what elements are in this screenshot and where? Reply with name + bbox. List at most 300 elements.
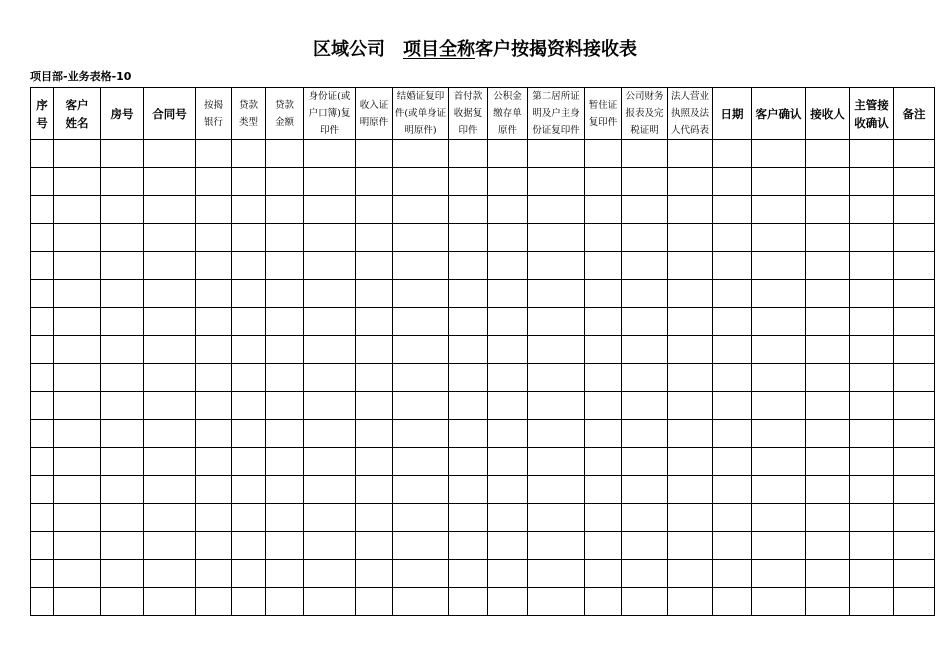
table-cell[interactable] <box>622 140 668 168</box>
table-cell[interactable] <box>806 392 850 420</box>
table-cell[interactable] <box>266 224 304 252</box>
table-cell[interactable] <box>850 140 894 168</box>
table-cell[interactable] <box>31 504 54 532</box>
table-cell[interactable] <box>196 476 232 504</box>
table-cell[interactable] <box>752 336 806 364</box>
table-cell[interactable] <box>713 224 752 252</box>
table-cell[interactable] <box>54 476 101 504</box>
table-cell[interactable] <box>449 140 488 168</box>
table-cell[interactable] <box>488 476 528 504</box>
table-cell[interactable] <box>449 588 488 616</box>
table-cell[interactable] <box>528 252 585 280</box>
table-cell[interactable] <box>101 308 144 336</box>
table-cell[interactable] <box>31 308 54 336</box>
table-cell[interactable] <box>393 140 449 168</box>
table-cell[interactable] <box>54 252 101 280</box>
table-cell[interactable] <box>31 336 54 364</box>
table-cell[interactable] <box>752 224 806 252</box>
table-cell[interactable] <box>393 196 449 224</box>
table-cell[interactable] <box>850 308 894 336</box>
table-cell[interactable] <box>713 280 752 308</box>
table-cell[interactable] <box>850 448 894 476</box>
table-cell[interactable] <box>488 224 528 252</box>
table-cell[interactable] <box>266 560 304 588</box>
table-cell[interactable] <box>713 364 752 392</box>
table-cell[interactable] <box>31 196 54 224</box>
table-cell[interactable] <box>449 364 488 392</box>
table-cell[interactable] <box>449 504 488 532</box>
table-cell[interactable] <box>449 392 488 420</box>
table-cell[interactable] <box>196 252 232 280</box>
table-cell[interactable] <box>31 252 54 280</box>
table-cell[interactable] <box>232 252 266 280</box>
table-cell[interactable] <box>101 504 144 532</box>
table-cell[interactable] <box>713 532 752 560</box>
table-cell[interactable] <box>449 336 488 364</box>
table-cell[interactable] <box>894 448 935 476</box>
table-cell[interactable] <box>232 560 266 588</box>
table-cell[interactable] <box>752 308 806 336</box>
table-cell[interactable] <box>850 196 894 224</box>
table-cell[interactable] <box>752 532 806 560</box>
table-cell[interactable] <box>393 448 449 476</box>
table-cell[interactable] <box>304 224 356 252</box>
table-cell[interactable] <box>488 196 528 224</box>
table-cell[interactable] <box>196 168 232 196</box>
table-cell[interactable] <box>668 168 713 196</box>
table-cell[interactable] <box>196 560 232 588</box>
table-cell[interactable] <box>144 448 196 476</box>
table-cell[interactable] <box>144 364 196 392</box>
table-cell[interactable] <box>232 476 266 504</box>
table-cell[interactable] <box>806 504 850 532</box>
table-cell[interactable] <box>356 168 393 196</box>
table-cell[interactable] <box>585 476 622 504</box>
table-cell[interactable] <box>585 420 622 448</box>
table-cell[interactable] <box>585 280 622 308</box>
table-cell[interactable] <box>668 504 713 532</box>
table-cell[interactable] <box>144 224 196 252</box>
table-cell[interactable] <box>356 476 393 504</box>
table-cell[interactable] <box>585 308 622 336</box>
table-cell[interactable] <box>356 252 393 280</box>
table-cell[interactable] <box>449 560 488 588</box>
table-cell[interactable] <box>528 280 585 308</box>
table-cell[interactable] <box>449 476 488 504</box>
table-cell[interactable] <box>393 560 449 588</box>
table-cell[interactable] <box>449 532 488 560</box>
table-cell[interactable] <box>449 280 488 308</box>
table-cell[interactable] <box>850 476 894 504</box>
table-cell[interactable] <box>144 476 196 504</box>
table-cell[interactable] <box>144 308 196 336</box>
table-cell[interactable] <box>144 168 196 196</box>
table-cell[interactable] <box>585 224 622 252</box>
table-cell[interactable] <box>304 364 356 392</box>
table-cell[interactable] <box>31 364 54 392</box>
table-cell[interactable] <box>894 420 935 448</box>
table-cell[interactable] <box>585 532 622 560</box>
table-cell[interactable] <box>806 168 850 196</box>
table-cell[interactable] <box>668 532 713 560</box>
table-cell[interactable] <box>488 532 528 560</box>
table-cell[interactable] <box>622 392 668 420</box>
table-cell[interactable] <box>622 308 668 336</box>
table-cell[interactable] <box>752 560 806 588</box>
table-cell[interactable] <box>622 336 668 364</box>
table-cell[interactable] <box>356 140 393 168</box>
table-cell[interactable] <box>266 392 304 420</box>
table-cell[interactable] <box>806 532 850 560</box>
table-cell[interactable] <box>622 280 668 308</box>
table-cell[interactable] <box>356 532 393 560</box>
table-cell[interactable] <box>393 252 449 280</box>
table-cell[interactable] <box>528 504 585 532</box>
table-cell[interactable] <box>304 448 356 476</box>
table-cell[interactable] <box>806 252 850 280</box>
table-cell[interactable] <box>449 252 488 280</box>
table-cell[interactable] <box>585 364 622 392</box>
table-cell[interactable] <box>196 140 232 168</box>
table-cell[interactable] <box>449 224 488 252</box>
table-cell[interactable] <box>894 280 935 308</box>
table-cell[interactable] <box>449 308 488 336</box>
table-cell[interactable] <box>356 308 393 336</box>
table-cell[interactable] <box>488 420 528 448</box>
table-cell[interactable] <box>304 168 356 196</box>
table-cell[interactable] <box>31 168 54 196</box>
table-cell[interactable] <box>713 252 752 280</box>
table-cell[interactable] <box>528 168 585 196</box>
table-cell[interactable] <box>304 588 356 616</box>
table-cell[interactable] <box>488 140 528 168</box>
table-cell[interactable] <box>894 252 935 280</box>
table-cell[interactable] <box>488 252 528 280</box>
table-cell[interactable] <box>356 560 393 588</box>
table-cell[interactable] <box>622 588 668 616</box>
table-cell[interactable] <box>232 336 266 364</box>
table-cell[interactable] <box>232 448 266 476</box>
table-cell[interactable] <box>713 420 752 448</box>
table-cell[interactable] <box>668 420 713 448</box>
table-cell[interactable] <box>304 392 356 420</box>
table-cell[interactable] <box>266 448 304 476</box>
table-cell[interactable] <box>266 308 304 336</box>
table-cell[interactable] <box>393 476 449 504</box>
table-cell[interactable] <box>585 168 622 196</box>
table-cell[interactable] <box>54 196 101 224</box>
table-cell[interactable] <box>894 140 935 168</box>
table-cell[interactable] <box>488 364 528 392</box>
table-cell[interactable] <box>31 140 54 168</box>
table-cell[interactable] <box>54 224 101 252</box>
table-cell[interactable] <box>304 308 356 336</box>
table-cell[interactable] <box>668 448 713 476</box>
table-cell[interactable] <box>894 336 935 364</box>
table-cell[interactable] <box>752 504 806 532</box>
table-cell[interactable] <box>850 392 894 420</box>
table-cell[interactable] <box>266 140 304 168</box>
table-cell[interactable] <box>31 588 54 616</box>
table-cell[interactable] <box>713 168 752 196</box>
table-cell[interactable] <box>488 588 528 616</box>
table-cell[interactable] <box>622 252 668 280</box>
table-cell[interactable] <box>585 504 622 532</box>
table-cell[interactable] <box>668 336 713 364</box>
table-cell[interactable] <box>806 140 850 168</box>
table-cell[interactable] <box>31 392 54 420</box>
table-cell[interactable] <box>266 168 304 196</box>
table-cell[interactable] <box>752 168 806 196</box>
table-cell[interactable] <box>713 476 752 504</box>
table-cell[interactable] <box>806 224 850 252</box>
table-cell[interactable] <box>356 504 393 532</box>
table-cell[interactable] <box>356 448 393 476</box>
table-cell[interactable] <box>393 532 449 560</box>
table-cell[interactable] <box>585 196 622 224</box>
table-cell[interactable] <box>196 364 232 392</box>
table-cell[interactable] <box>894 560 935 588</box>
table-cell[interactable] <box>622 476 668 504</box>
table-cell[interactable] <box>713 336 752 364</box>
table-cell[interactable] <box>144 560 196 588</box>
table-cell[interactable] <box>668 224 713 252</box>
table-cell[interactable] <box>304 476 356 504</box>
table-cell[interactable] <box>528 476 585 504</box>
table-cell[interactable] <box>850 224 894 252</box>
table-cell[interactable] <box>668 280 713 308</box>
table-cell[interactable] <box>356 224 393 252</box>
table-cell[interactable] <box>54 168 101 196</box>
table-cell[interactable] <box>894 504 935 532</box>
table-cell[interactable] <box>31 280 54 308</box>
table-cell[interactable] <box>356 588 393 616</box>
table-cell[interactable] <box>894 196 935 224</box>
table-cell[interactable] <box>101 532 144 560</box>
table-cell[interactable] <box>54 588 101 616</box>
table-cell[interactable] <box>54 504 101 532</box>
table-cell[interactable] <box>668 140 713 168</box>
table-cell[interactable] <box>54 560 101 588</box>
table-cell[interactable] <box>144 420 196 448</box>
table-cell[interactable] <box>31 420 54 448</box>
table-cell[interactable] <box>488 504 528 532</box>
table-cell[interactable] <box>806 476 850 504</box>
table-cell[interactable] <box>144 196 196 224</box>
table-cell[interactable] <box>356 336 393 364</box>
table-cell[interactable] <box>894 392 935 420</box>
table-cell[interactable] <box>304 336 356 364</box>
table-cell[interactable] <box>752 588 806 616</box>
table-cell[interactable] <box>713 196 752 224</box>
table-cell[interactable] <box>393 392 449 420</box>
table-cell[interactable] <box>668 308 713 336</box>
table-cell[interactable] <box>144 336 196 364</box>
table-cell[interactable] <box>196 224 232 252</box>
table-cell[interactable] <box>393 588 449 616</box>
table-cell[interactable] <box>196 308 232 336</box>
table-cell[interactable] <box>850 252 894 280</box>
table-cell[interactable] <box>713 588 752 616</box>
table-cell[interactable] <box>713 560 752 588</box>
table-cell[interactable] <box>585 448 622 476</box>
table-cell[interactable] <box>54 448 101 476</box>
table-cell[interactable] <box>585 588 622 616</box>
table-cell[interactable] <box>232 532 266 560</box>
table-cell[interactable] <box>449 420 488 448</box>
table-cell[interactable] <box>266 476 304 504</box>
table-cell[interactable] <box>196 336 232 364</box>
table-cell[interactable] <box>850 336 894 364</box>
table-cell[interactable] <box>622 168 668 196</box>
table-cell[interactable] <box>101 476 144 504</box>
table-cell[interactable] <box>101 140 144 168</box>
table-cell[interactable] <box>196 196 232 224</box>
table-cell[interactable] <box>528 588 585 616</box>
table-cell[interactable] <box>304 420 356 448</box>
table-cell[interactable] <box>752 252 806 280</box>
table-cell[interactable] <box>101 448 144 476</box>
table-cell[interactable] <box>713 448 752 476</box>
table-cell[interactable] <box>622 560 668 588</box>
table-cell[interactable] <box>393 168 449 196</box>
table-cell[interactable] <box>266 532 304 560</box>
table-cell[interactable] <box>196 420 232 448</box>
table-cell[interactable] <box>622 532 668 560</box>
table-cell[interactable] <box>266 504 304 532</box>
table-cell[interactable] <box>144 504 196 532</box>
table-cell[interactable] <box>393 280 449 308</box>
table-cell[interactable] <box>266 364 304 392</box>
table-cell[interactable] <box>713 392 752 420</box>
table-cell[interactable] <box>528 532 585 560</box>
table-cell[interactable] <box>622 364 668 392</box>
table-cell[interactable] <box>668 588 713 616</box>
table-cell[interactable] <box>713 504 752 532</box>
table-cell[interactable] <box>144 392 196 420</box>
table-cell[interactable] <box>356 392 393 420</box>
table-cell[interactable] <box>528 392 585 420</box>
table-cell[interactable] <box>850 560 894 588</box>
table-cell[interactable] <box>668 252 713 280</box>
table-cell[interactable] <box>393 336 449 364</box>
table-cell[interactable] <box>266 420 304 448</box>
table-cell[interactable] <box>54 392 101 420</box>
table-cell[interactable] <box>752 196 806 224</box>
table-cell[interactable] <box>850 504 894 532</box>
table-cell[interactable] <box>449 168 488 196</box>
table-cell[interactable] <box>528 448 585 476</box>
table-cell[interactable] <box>752 140 806 168</box>
table-cell[interactable] <box>101 336 144 364</box>
table-cell[interactable] <box>144 588 196 616</box>
table-cell[interactable] <box>54 280 101 308</box>
table-cell[interactable] <box>850 532 894 560</box>
table-cell[interactable] <box>850 168 894 196</box>
table-cell[interactable] <box>196 588 232 616</box>
table-cell[interactable] <box>232 140 266 168</box>
table-cell[interactable] <box>393 308 449 336</box>
table-cell[interactable] <box>894 532 935 560</box>
table-cell[interactable] <box>101 252 144 280</box>
table-cell[interactable] <box>304 532 356 560</box>
table-cell[interactable] <box>101 392 144 420</box>
table-cell[interactable] <box>528 224 585 252</box>
table-cell[interactable] <box>393 364 449 392</box>
table-cell[interactable] <box>488 280 528 308</box>
table-cell[interactable] <box>894 168 935 196</box>
table-cell[interactable] <box>101 560 144 588</box>
table-cell[interactable] <box>54 140 101 168</box>
table-cell[interactable] <box>304 280 356 308</box>
table-cell[interactable] <box>806 336 850 364</box>
table-cell[interactable] <box>488 168 528 196</box>
table-cell[interactable] <box>356 364 393 392</box>
table-cell[interactable] <box>232 224 266 252</box>
table-cell[interactable] <box>488 392 528 420</box>
table-cell[interactable] <box>894 588 935 616</box>
table-cell[interactable] <box>232 168 266 196</box>
table-cell[interactable] <box>196 532 232 560</box>
table-cell[interactable] <box>894 364 935 392</box>
table-cell[interactable] <box>528 140 585 168</box>
table-cell[interactable] <box>393 420 449 448</box>
table-cell[interactable] <box>806 560 850 588</box>
table-cell[interactable] <box>101 196 144 224</box>
table-cell[interactable] <box>266 196 304 224</box>
table-cell[interactable] <box>304 560 356 588</box>
table-cell[interactable] <box>806 588 850 616</box>
table-cell[interactable] <box>54 336 101 364</box>
table-cell[interactable] <box>806 308 850 336</box>
table-cell[interactable] <box>101 364 144 392</box>
table-cell[interactable] <box>528 364 585 392</box>
table-cell[interactable] <box>488 336 528 364</box>
table-cell[interactable] <box>850 364 894 392</box>
table-cell[interactable] <box>528 308 585 336</box>
table-cell[interactable] <box>668 364 713 392</box>
table-cell[interactable] <box>622 504 668 532</box>
table-cell[interactable] <box>585 252 622 280</box>
table-cell[interactable] <box>806 196 850 224</box>
table-cell[interactable] <box>101 588 144 616</box>
table-cell[interactable] <box>266 280 304 308</box>
table-cell[interactable] <box>850 280 894 308</box>
table-cell[interactable] <box>31 560 54 588</box>
table-cell[interactable] <box>232 392 266 420</box>
table-cell[interactable] <box>232 420 266 448</box>
table-cell[interactable] <box>144 140 196 168</box>
table-cell[interactable] <box>528 560 585 588</box>
table-cell[interactable] <box>528 196 585 224</box>
table-cell[interactable] <box>356 196 393 224</box>
table-cell[interactable] <box>101 168 144 196</box>
table-cell[interactable] <box>266 588 304 616</box>
table-cell[interactable] <box>101 280 144 308</box>
table-cell[interactable] <box>668 392 713 420</box>
table-cell[interactable] <box>196 504 232 532</box>
table-cell[interactable] <box>356 280 393 308</box>
table-cell[interactable] <box>585 560 622 588</box>
table-cell[interactable] <box>806 280 850 308</box>
table-cell[interactable] <box>894 476 935 504</box>
table-cell[interactable] <box>488 448 528 476</box>
table-cell[interactable] <box>894 308 935 336</box>
table-cell[interactable] <box>850 420 894 448</box>
table-cell[interactable] <box>232 280 266 308</box>
table-cell[interactable] <box>488 560 528 588</box>
table-cell[interactable] <box>393 504 449 532</box>
